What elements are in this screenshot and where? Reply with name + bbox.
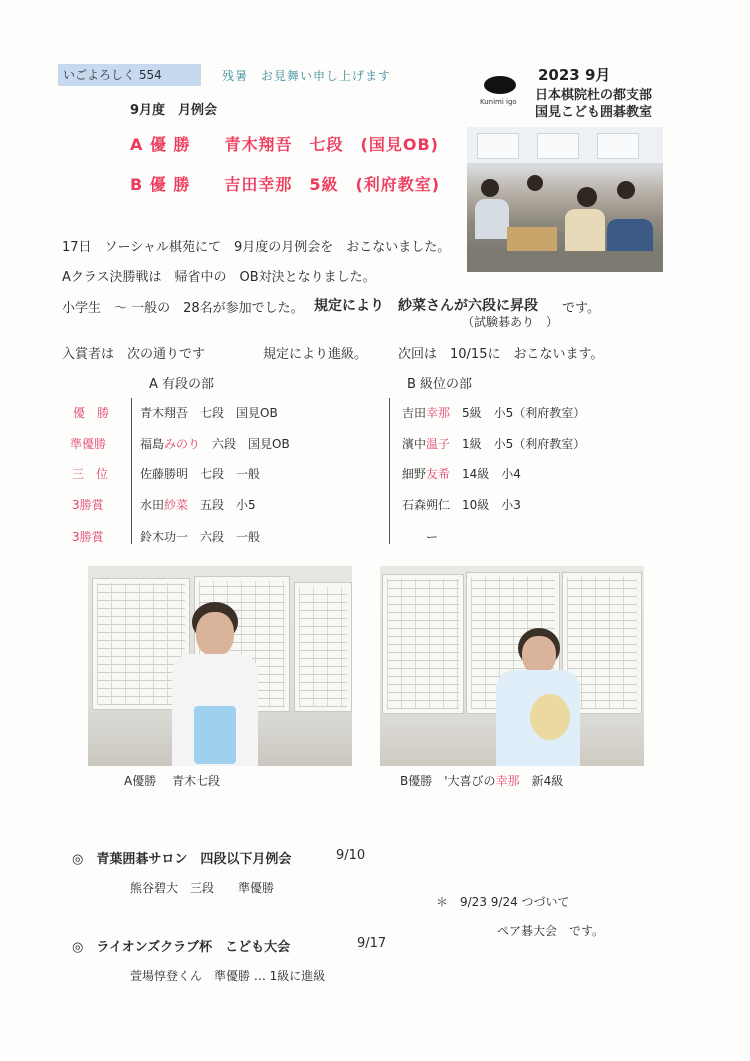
body-line-3c: です。 bbox=[562, 301, 600, 316]
kunimi-igo-logo bbox=[480, 74, 524, 112]
section-b-header: B 級位の部 bbox=[407, 377, 473, 392]
lions-cup-date: 9/17 bbox=[357, 936, 387, 951]
body-line-1: 17日 ソーシャル棋苑にて 9月度の月例会を おこないました。 bbox=[62, 240, 451, 255]
caption-a: A優勝 青木七段 bbox=[124, 774, 221, 788]
go-stone-icon bbox=[484, 76, 516, 94]
body-line-3a: 小学生 ～ 一般の 28名が参加でした。 bbox=[62, 301, 304, 316]
org-name-line1: 日本棋院杜の都支部 bbox=[535, 88, 653, 103]
body-line-2: Aクラス決勝戦は 帰省中の OB対決となりました。 bbox=[62, 270, 376, 285]
promotion-note: 規定により 紗菜さんが六段に昇段 bbox=[314, 298, 538, 314]
body-line-4b: 規定により進級。 bbox=[263, 347, 368, 362]
rank-label: 3勝賞 bbox=[72, 530, 104, 544]
salon-event-title: ◎ 青葉囲碁サロン 四段以下月例会 bbox=[72, 852, 292, 867]
result-row-b: ー bbox=[426, 530, 439, 544]
classroom-photo bbox=[467, 127, 663, 272]
section-a-header: A 有段の部 bbox=[149, 377, 215, 392]
result-row-b: 濱中温子 1級 小5（利府教室） bbox=[402, 437, 586, 451]
body-line-4a: 入賞者は 次の通りです bbox=[62, 347, 206, 362]
winner-a-headline: A 優 勝 青木翔吾 七段 (国見OB) bbox=[130, 135, 439, 154]
rank-label: 3勝賞 bbox=[72, 498, 104, 512]
salon-event-result: 熊谷碧大 三段 準優勝 bbox=[130, 881, 275, 895]
issue-number: いごよろしく 554 bbox=[58, 64, 201, 86]
lions-cup-title: ◎ ライオンズクラブ杯 こども大会 bbox=[72, 940, 291, 955]
result-row-a: 佐藤勝明 七段 一般 bbox=[140, 467, 261, 481]
divider-line-a bbox=[131, 398, 132, 544]
pair-go-note-line2: ペア碁大会 です。 bbox=[497, 924, 605, 938]
exam-game-note: （試験碁あり ） bbox=[462, 315, 559, 329]
caption-b: B優勝 '大喜びの幸那 新4級 bbox=[400, 774, 564, 788]
greeting-text: 残暑 お見舞い申し上げます bbox=[222, 69, 392, 83]
winner-a-photo bbox=[88, 566, 352, 766]
salon-event-date: 9/10 bbox=[336, 848, 366, 863]
winner-b-headline: B 優 勝 吉田幸那 5級 (利府教室) bbox=[130, 175, 441, 194]
rank-label: 三 位 bbox=[72, 467, 109, 481]
next-event-note: 次回は 10/15に おこないます。 bbox=[398, 347, 604, 362]
logo-text: Kunimi igo bbox=[480, 98, 517, 106]
org-name-line2: 国見こども囲碁教室 bbox=[535, 105, 653, 120]
result-row-b: 細野友希 14級 小4 bbox=[402, 467, 521, 481]
winner-b-photo bbox=[380, 566, 644, 766]
result-row-a: 福島みのり 六段 国見OB bbox=[140, 437, 290, 451]
lions-cup-result: 萱場惇登くん 準優勝 … 1級に進級 bbox=[130, 969, 326, 983]
pair-go-note-line1: ＊ 9/23 9/24 つづいて bbox=[436, 895, 570, 909]
rank-label: 優 勝 bbox=[73, 406, 110, 420]
result-row-a: 青木翔吾 七段 国見OB bbox=[140, 406, 278, 420]
result-row-b: 石森朔仁 10級 小3 bbox=[402, 498, 521, 512]
result-row-a: 水田紗菜 五段 小5 bbox=[140, 498, 256, 512]
issue-date: 2023 9月 bbox=[538, 66, 611, 84]
rank-label: 準優勝 bbox=[70, 437, 107, 451]
result-row-b: 吉田幸那 5級 小5（利府教室） bbox=[402, 406, 586, 420]
event-title: 9月度 月例会 bbox=[130, 103, 218, 118]
result-row-a: 鈴木功一 六段 一般 bbox=[140, 530, 261, 544]
divider-line-b bbox=[389, 398, 390, 544]
